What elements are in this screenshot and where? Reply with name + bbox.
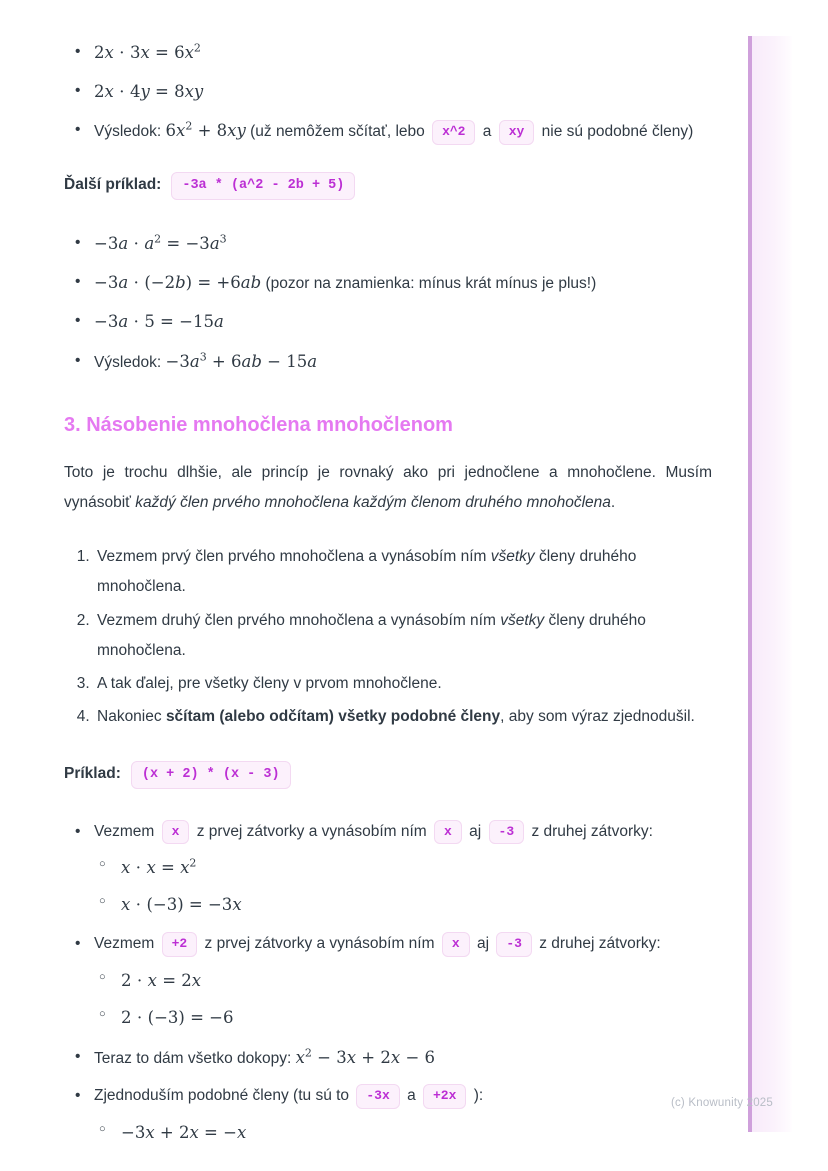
paragraph: Toto je trochu dlhšie, ale princíp je rovnaký ako pri jednočlene a mnohočlene. Musím vynásobiť každý člen prvého mnohočlena každým členom druhého mnohočlena. (64, 463, 712, 511)
list-item: • Vezmem x z prvej zátvorky a vynásobím ním x aj -3 z druhej zátvorky: ○ $x \cdot x = x^2$ ○ x ⋅ (−3) = −3x (64, 817, 712, 922)
math-variable: a (307, 351, 318, 371)
math-operator: = (198, 1122, 224, 1142)
math-expression (296, 1048, 435, 1067)
math-operator: = (156, 970, 182, 990)
math-operator: = (154, 312, 180, 332)
math-operator: ⋅ (113, 82, 130, 102)
sub-list-item (94, 852, 712, 884)
example-code-chip: (x + 2) * (x - 3) (131, 761, 291, 789)
example-label: Príklad: (64, 764, 121, 782)
numbered-list (64, 542, 712, 732)
math-operator: + (154, 1122, 179, 1142)
sub-list-item (94, 1002, 712, 1034)
list-item: • Teraz to dám všetko dokopy: $x^2 - 3x + 2x - 6$ (64, 1042, 712, 1074)
math-operator: ⋅ (131, 1007, 148, 1027)
sub-list (94, 852, 712, 921)
inline-code-chip: -3 (489, 820, 525, 845)
math-operator: ⋅ (130, 895, 147, 915)
inline-code-chip: x (442, 932, 470, 957)
math-variable: y (140, 82, 150, 102)
math-number: 3 (129, 43, 141, 62)
example-label: Ďalší príklad: (64, 175, 162, 193)
math-superscript: 2 (154, 232, 162, 246)
math-operator: ⋅ (131, 970, 148, 990)
math-expression (121, 1123, 246, 1142)
math-number: 8 (216, 121, 228, 141)
math-expression (121, 895, 242, 914)
list-item (64, 76, 712, 108)
math-expression (94, 312, 224, 331)
math-variable: x (180, 858, 190, 877)
math-expression (166, 352, 318, 371)
math-number: −3 (94, 273, 119, 293)
accent-bar-panel (752, 36, 792, 1132)
math-number: −15 (179, 312, 214, 332)
math-operator: ⋅ (130, 858, 147, 877)
math-superscript: 3 (199, 350, 207, 364)
math-operator: = (183, 895, 208, 915)
math-operator: − (261, 351, 287, 371)
math-expression (94, 273, 261, 292)
list-item: • Zjednoduším podobné členy (tu sú to -3x a +2x ): ○ −3x + 2x = −x (64, 1081, 712, 1148)
math-number: 15 (286, 351, 308, 371)
math-operator: − (400, 1048, 425, 1068)
math-number: (−3) (146, 895, 184, 915)
math-number: 2 (94, 43, 105, 62)
math-number: 2 (178, 1122, 190, 1142)
example-code-chip: -3a * (a^2 - 2b + 5) (171, 172, 355, 200)
inline-code-chip: xy (499, 120, 535, 145)
math-variable: x (147, 970, 157, 990)
math-superscript: 2 (189, 856, 197, 870)
math-number: 3 (336, 1048, 347, 1068)
math-number: −3 (165, 351, 190, 371)
math-number: 6 (165, 121, 177, 141)
math-number: −3 (207, 895, 233, 915)
numbered-item: 3. A tak ďalej, pre všetky členy v prvom mnohočlene. (94, 669, 712, 699)
math-operator: = (149, 43, 175, 62)
math-number: 8 (174, 82, 185, 102)
document-content (64, 30, 712, 1171)
math-number: 6 (174, 43, 185, 62)
math-variable: x (346, 1048, 357, 1068)
math-superscript: 3 (219, 232, 227, 246)
math-number: 2 (94, 82, 105, 102)
list-item (64, 306, 712, 338)
math-variable: a (144, 233, 155, 253)
math-variable: x (232, 895, 242, 915)
inline-code-chip: x^2 (432, 120, 475, 145)
math-variable: x (140, 43, 150, 62)
math-number: ) (185, 273, 193, 293)
sub-list-item (94, 965, 712, 997)
math-number: 4 (129, 82, 141, 102)
list-item (64, 228, 712, 260)
math-variable: xy (227, 121, 246, 141)
math-variable: x (390, 1048, 401, 1068)
math-operator: ⋅ (128, 233, 145, 253)
math-number: −3 (185, 233, 210, 253)
math-variable: a (209, 233, 220, 253)
math-variable: ab (241, 351, 262, 371)
math-number: 2 (380, 1048, 391, 1068)
list-item: • Výsledok: $-3a^3 + 6ab - 15a$ (64, 346, 712, 378)
copyright-watermark: (c) Knowunity 2025 (670, 1097, 773, 1109)
list-item: • Výsledok: $6x^2 + 8xy$ (už nemôžem sčítať, lebo x^2 a xy nie sú podobné členy) (64, 115, 712, 147)
inline-code-chip: +2 (162, 932, 198, 957)
math-operator: = (192, 273, 217, 293)
math-number: −6 (209, 1007, 234, 1027)
math-expression (166, 121, 246, 140)
math-operator: = (149, 82, 175, 102)
math-expression (121, 1008, 234, 1027)
math-number: 6 (424, 1048, 436, 1068)
math-variable: x (146, 858, 156, 877)
math-variable: x (236, 1122, 247, 1142)
math-superscript: 2 (193, 41, 201, 55)
math-number: −3 (94, 233, 119, 253)
example-line (64, 759, 712, 789)
inline-code-chip: x (162, 820, 190, 845)
inline-code-chip: x (434, 820, 462, 845)
emphasis-text: všetky (500, 611, 545, 629)
math-number: 2 (181, 970, 192, 990)
math-operator: ⋅ (128, 273, 145, 293)
math-variable: ab (240, 273, 262, 293)
math-number: 2 (121, 1007, 132, 1027)
math-number: − (223, 1122, 237, 1142)
math-superscript: 2 (185, 119, 193, 133)
bold-text: sčítam (alebo odčítam) všetky podobné členy (165, 708, 501, 726)
math-variable: x (121, 895, 131, 915)
math-operator: ⋅ (128, 312, 145, 332)
math-expression (94, 234, 227, 253)
math-variable: x (176, 121, 186, 141)
inline-code-chip: +2x (423, 1084, 466, 1109)
math-variable: a (118, 312, 129, 332)
math-number: (−2 (144, 273, 176, 293)
math-expression (94, 43, 201, 62)
math-operator: = (161, 233, 186, 253)
math-expression (121, 858, 196, 877)
math-operator: + (206, 351, 232, 371)
emphasis-text: všetky (490, 548, 535, 566)
math-variable: x (295, 1048, 305, 1068)
sub-list (94, 965, 712, 1034)
bullet-list (64, 37, 712, 148)
math-number: (−3) (147, 1007, 185, 1027)
math-variable: x (104, 43, 114, 62)
list-item: • −3a ⋅ (−2b) = +6ab (pozor na znamienka: mínus krát mínus je plus!) (64, 267, 712, 299)
sub-list-item (94, 889, 712, 921)
math-superscript: 2 (304, 1046, 312, 1060)
math-number: 6 (231, 351, 242, 371)
numbered-item: 2. Vezmem druhý člen prvého mnohočlena a vynásobím ním všetky členy druhého mnohočlena. (94, 606, 712, 666)
math-number: +6 (216, 273, 241, 293)
section-heading: 3. Násobenie mnohočlena mnohočlenom (64, 413, 453, 436)
numbered-item: 4. Nakoniec sčítam (alebo odčítam) všetky podobné členy, aby som výraz zjednodušil. (94, 702, 712, 732)
sub-list (94, 1117, 712, 1149)
list-item (64, 37, 712, 69)
inline-code-chip: -3x (356, 1084, 399, 1109)
example-line (64, 170, 712, 200)
math-variable: a (118, 233, 129, 253)
inline-code-chip: -3 (496, 932, 532, 957)
math-variable: a (213, 312, 224, 332)
math-variable: a (189, 351, 200, 371)
math-operator: + (192, 121, 217, 141)
math-operator: = (184, 1007, 210, 1027)
math-variable: x (189, 1122, 199, 1142)
bullet-list (64, 228, 712, 378)
math-variable: x (145, 1122, 155, 1142)
numbered-item: 1. Vezmem prvý člen prvého mnohočlena a vynásobím ním všetky členy druhého mnohočlena. (94, 542, 712, 602)
math-variable: x (121, 858, 131, 877)
math-variable: a (118, 273, 129, 293)
math-variable: x (191, 970, 202, 990)
math-number: −3 (94, 312, 119, 332)
math-number: −3 (121, 1122, 146, 1142)
emphasis-text: každý člen prvého mnohočlena každým členom druhého mnohočlena (135, 494, 611, 511)
sub-list-item (94, 1117, 712, 1149)
math-operator: = (155, 858, 181, 877)
math-operator: − (311, 1048, 337, 1068)
list-item: • Vezmem +2 z prvej zátvorky a vynásobím ním x aj -3 z druhej zátvorky: ○ 2 ⋅ x = 2x ○ 2 ⋅ (−3) = −6 (64, 929, 712, 1034)
math-variable: b (175, 273, 186, 293)
math-variable: x (184, 43, 194, 62)
math-variable: xy (184, 82, 204, 102)
math-number: 2 (121, 970, 132, 990)
math-variable: x (104, 82, 114, 102)
math-number: 5 (144, 312, 155, 332)
math-expression (94, 82, 203, 101)
math-operator: ⋅ (113, 43, 130, 62)
math-operator: + (356, 1048, 381, 1068)
bullet-list (64, 817, 712, 1149)
math-expression (121, 971, 201, 990)
